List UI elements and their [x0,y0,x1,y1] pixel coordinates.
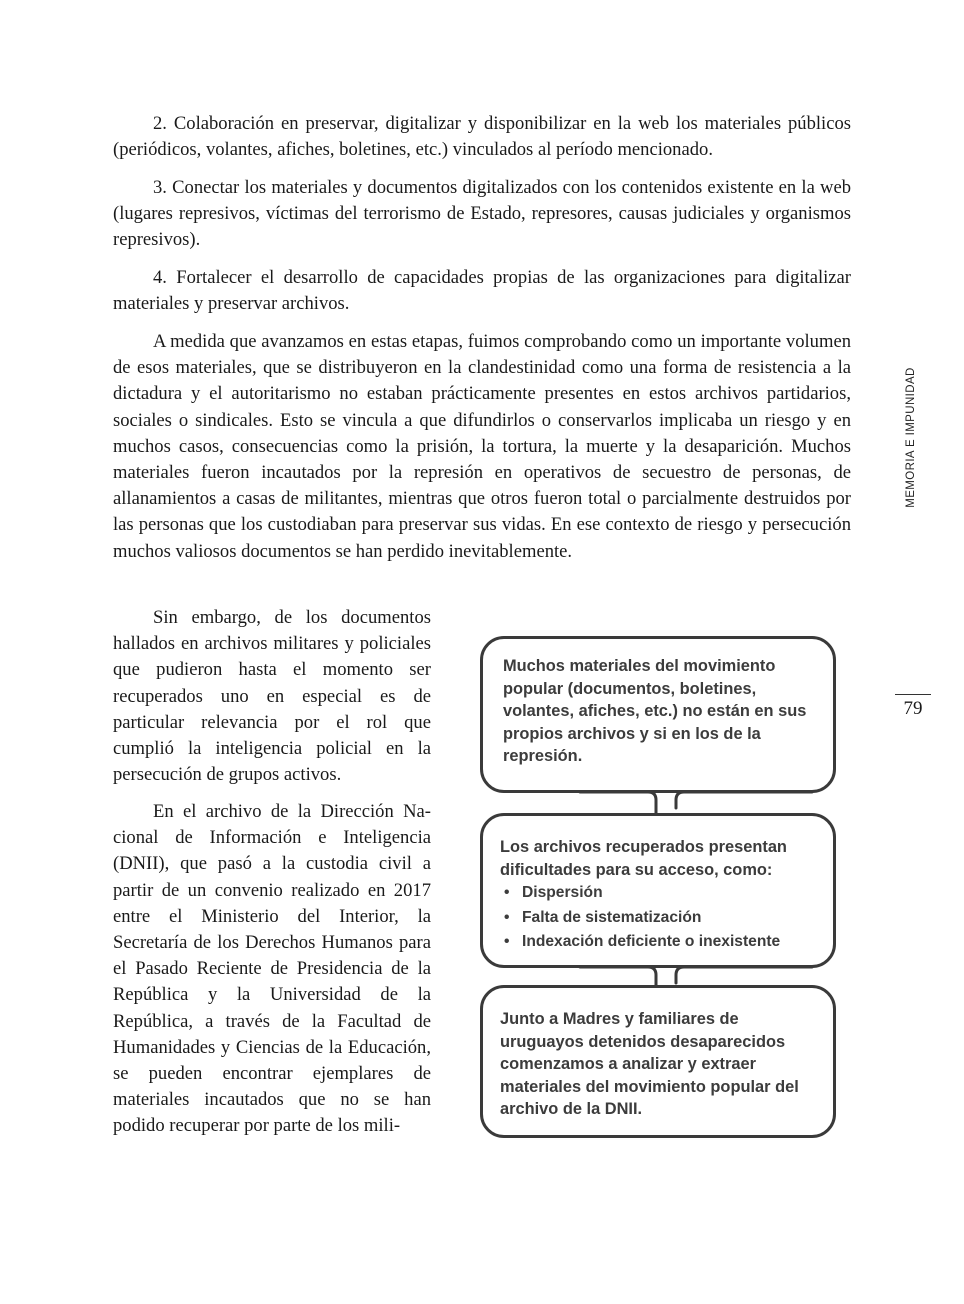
paragraph-intelligence: Sin embargo, de los documentos hallados en archivos militares y policiales que pudieron hasta el momento ser recuperados uno en especial es de particular relevancia por el rol que cumplió la inteligencia policial en la persecución de grupos activos. [113,607,431,786]
page-number: 79 [903,698,923,719]
difficulties-list [500,881,819,954]
difficulty-item: • Falta de sistematización [500,906,819,930]
section-running-title: MEMORIA E IMPUNIDAD [905,367,917,508]
diagram-box-action: Junto a Madres y familiares de uruguayos detenidos desaparecidos comenzamos a analizar y extraer materiales del movimiento popular del archivo de la DNII. [480,985,836,1138]
diagram-box-materials: Muchos materiales del movimiento popular (documentos, boletines, volantes, afiches, etc.) no están en sus propios archivos y si en los de la represión. [480,636,836,793]
difficulty-item: • Indexación deficiente o inexistente [500,930,819,954]
paragraph-item-2: 2. Colaboración en preservar, digitalizar y disponibilizar en la web los materiales públicos (periódicos, volantes, afiches, boletines, etc.) vinculados al período mencionado. [113,113,851,161]
difficulty-item: • Dispersión [500,881,819,905]
diagram-box-difficulties [480,813,836,968]
paragraph-context: A medida que avanzamos en estas etapas, fuimos comprobando como un importante volumen de esos materiales, que se distribuyeron en la clandestinidad como una forma de resistencia a la dictadura y el autoritarismo no estaban prácticamente presentes en estos archivos partidarios, sociales o sindicales. Esto se vincula a que difundirlos o conservarlos implicaba un riesgo y en muchos casos, consecuencias como la prisión, la tortura, la muerte y la desaparición. Muchos materiales fueron incautados por la represión en operativos de secuestro de personas, de allanamientos a casas de militantes, mientras que otros fueron total o parcialmente destruidos por las personas que los custodiaban para preservar sus vidas. En ese contexto de riesgo y persecución muchos valiosos documentos se han perdido inevitablemente. [113,331,851,562]
paragraph-item-4: 4. Fortalecer el desarrollo de capacidades propias de las organizaciones para digitalizar materiales y preservar archivos. [113,267,851,315]
difficulties-heading: Los archivos recuperados presentan dificultades para su acceso, como: [500,838,787,879]
paragraph-item-3: 3. Conectar los materiales y documentos digitalizados con los contenidos existente en la web (lugares represivos, víctimas del terrorismo de Estado, represores, causas judiciales y organismos represivos). [113,177,851,251]
paragraph-dnii: En el archivo de la Dirección Nacional de Información e Inteligencia (DNII), que pasó a la custodia civil a partir de un convenio realizado en 2017 entre el Ministerio del Interior, la Secretaría de los Derechos Humanos para el Pasado Reciente de Presidencia de la República y la Universidad de la República, a través de la Facultad de Humanidades y Ciencias de la Educación, se pueden encontrar ejemplares de materiales incautados que no se han podido recuperar por parte de los mili- [113,801,431,1137]
